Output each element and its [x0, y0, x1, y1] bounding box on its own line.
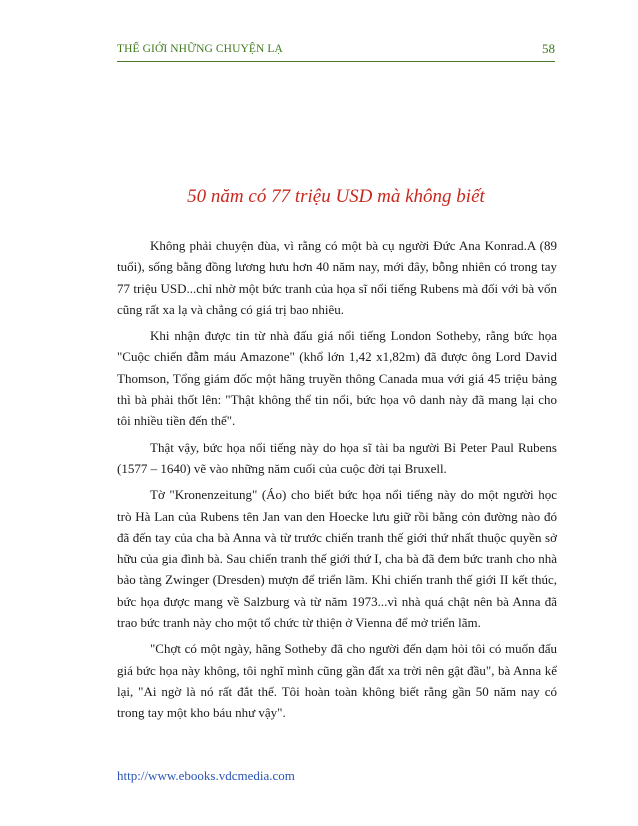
- paragraph: Không phải chuyện đùa, vì rằng có một bà cụ người Đức Ana Konrad.A (89 tuổi), sống bằng đồng lương hưu hơn 40 năm nay, mới đây, bỗng nhiên có trong tay 77 triệu USD...chỉ nhờ một bức tranh của họa sĩ nổi tiếng Rubens mà đối với bà vốn cũng rất xa lạ và chẳng có giá trị bao nhiêu.: [117, 238, 557, 317]
- paragraph: Thật vậy, bức họa nổi tiếng này do họa sĩ tài ba người Bỉ Peter Paul Rubens (1577 – 1640) vẽ vào những năm cuối của cuộc đời tại Bruxell.: [117, 439, 557, 476]
- page-number: 58: [542, 41, 555, 56]
- page-header: [117, 39, 555, 62]
- article-title: 50 năm có 77 triệu USD mà không biết: [187, 186, 485, 207]
- paragraph: Tờ "Kronenzeitung" (Áo) cho biết bức họa nổi tiếng này do một người học trò Hà Lan của Rubens tên Jan van den Hoecke lưu giữ rồi bằng cỏn đường nào đó đã đến tay của cha bà Anna và từ trước chiến tranh thế giới thứ nhất thuộc quyền sở hữu của gia đình bà. Sau chiến tranh thế giới thứ I, cha bà đã đem bức tranh cho nhà bảo tàng Zwinger (Dresden) mượn để triển lãm. Khi chiến tranh thế giới II kết thúc, bức họa được mang về Salzburg và từ năm 1973...vì nhà quá chật nên bà Anna đã trao bức tranh này cho một tổ chức từ thiện ở Vienna để mở triển lãm.: [117, 487, 557, 631]
- article-body: [117, 235, 557, 729]
- book-title: THẾ GIỚI NHỮNG CHUYỆN LẠ: [117, 43, 283, 55]
- paragraph: "Chợt có một ngày, hãng Sotheby đã cho người đến dạm hỏi tôi có muốn đấu giá bức họa này không, tôi nghĩ mình cũng gần đất xa trời nên gật đầu", bà Anna kể lại, "Ai ngờ là nó rất đắt thế. Tôi hoàn toàn không biết rằng gần 50 năm nay có trong tay một kho báu như vậy".: [117, 641, 557, 721]
- paragraph: Khi nhận được tin từ nhà đấu giá nổi tiếng London Sotheby, rằng bức họa "Cuộc chiến đẫm máu Amazone" (khổ lớn 1,42 x1,82m) đã được ông Lord David Thomson, Tổng giám đốc một hãng truyền thông Canada mua với giá 45 triệu bảng thì bà phải thốt lên: "Thật không thể tin nổi, bức họa vô danh này đã mang lại cho tôi nhiều tiền đến thế".: [117, 328, 557, 429]
- footer-link[interactable]: http://www.ebooks.vdcmedia.com: [117, 768, 295, 783]
